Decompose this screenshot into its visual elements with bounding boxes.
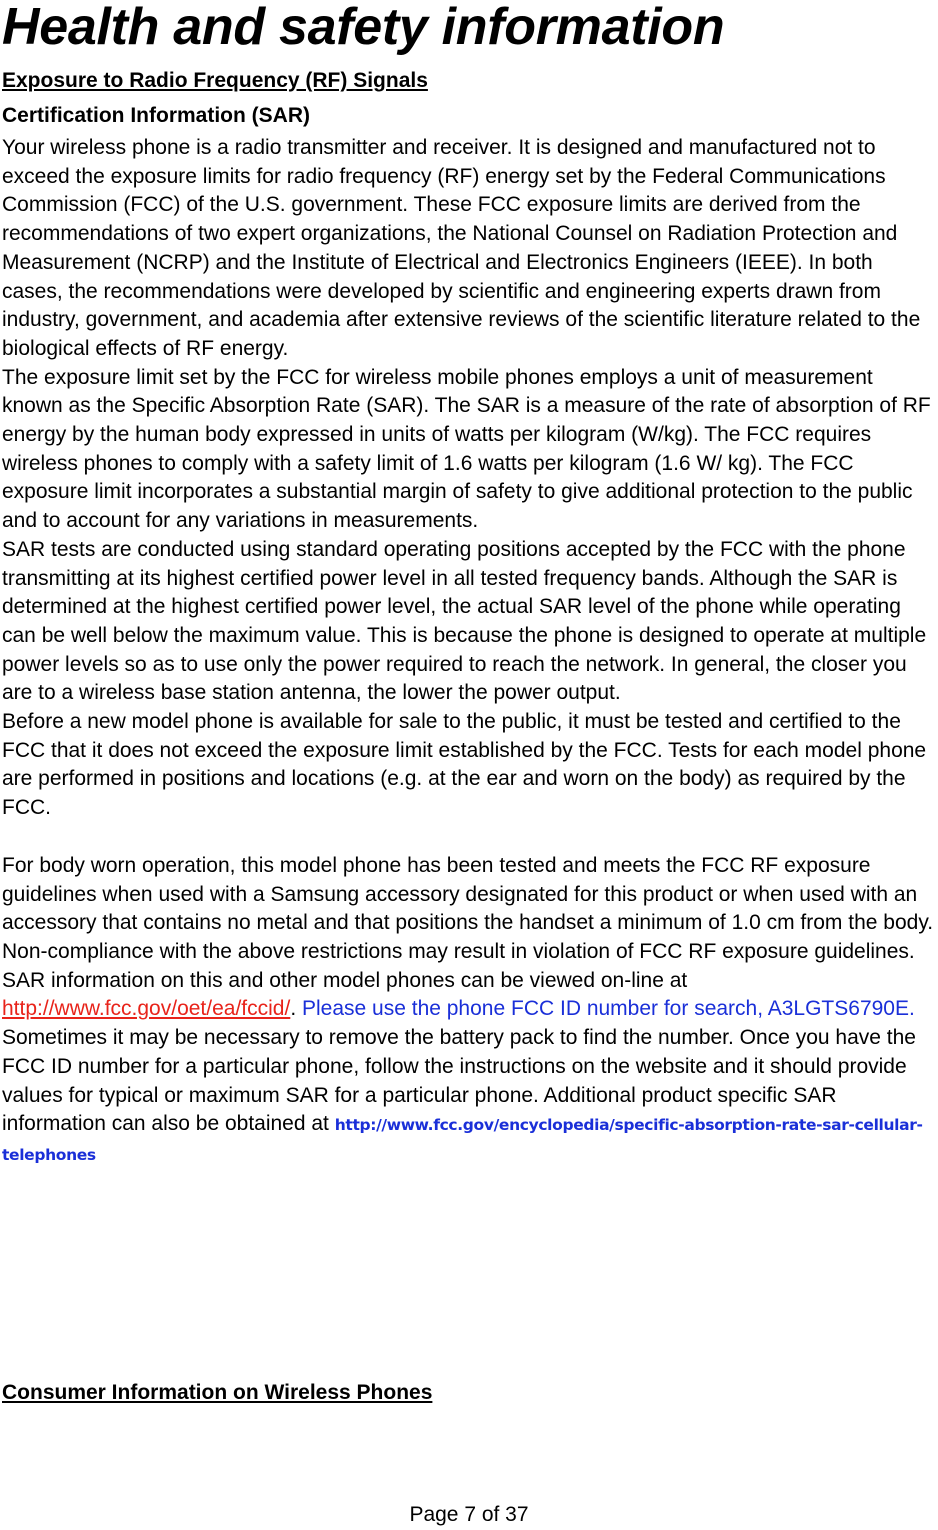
paragraph-certification: Before a new model phone is available for sale to the public, it must be tested and certified to the FCC that it does not exceed the exposure limit established by the FCC. Tests for each model phone are performed in positions and locations (e.g. at the ear and worn on the body) as required by the FCC. [2,710,927,820]
body-text [2,134,938,1170]
paragraph-intro: Your wireless phone is a radio transmitter and receiver. It is designed and manufactured not to exceed the exposure limits for radio frequency (RF) energy set by the Federal Communications Commission (FCC) of the U.S. government. These FCC exposure limits are derived from the recommendations of two expert organizations, the National Counsel on Radiation Protection and Measurement (NCRP) and the Institute of Electrical and Electronics Engineers (IEEE). In both cases, the recommendations were developed by scientific and engineering experts drawn from industry, government, and academia after extensive reviews of the scientific literature related to the biological effects of RF energy. [2,136,921,360]
sar-info-rest: Sometimes it may be necessary to remove the battery pack to find the number. Once you have the FCC ID number for a particular phone, follow the instructions on the website and it should provide values for typical or maximum SAR for a particular phone. Additional product specific SAR information can also be obtained at [2,1026,916,1136]
sar-info-intro: SAR information on this and other model phones can be viewed on-line at [2,968,688,992]
section-heading-consumer-info: Consumer Information on Wireless Phones [2,1381,433,1404]
paragraph-non-compliance: Non-compliance with the above restrictions may result in violation of FCC RF exposure guidelines. [2,939,915,963]
sar-encyclopedia-link[interactable]: http://www.fcc.gov/encyclopedia/specific-absorption-rate-sar-cellular-telephones [2,1116,923,1164]
fcc-id-note: Please use the phone FCC ID number for search, A3LGTS6790E. [296,997,915,1021]
paragraph-sar-info [2,967,938,1170]
paragraph-sar-tests: SAR tests are conducted using standard operating positions accepted by the FCC with the phone transmitting at its highest certified power level in all tested frequency bands. Although the SAR is determined at the highest certified power level, the actual SAR level of the phone while operating can be well below the maximum value. This is because the phone is designed to operate at multiple power levels so as to use only the power required to reach the network. In general, the closer you are to a wireless base station antenna, the lower the power output. [2,537,927,705]
fcc-id-link[interactable]: http://www.fcc.gov/oet/ea/fccid/ [2,997,291,1021]
subsection-heading-sar: Certification Information (SAR) [2,104,310,127]
section-heading-rf-exposure: Exposure to Radio Frequency (RF) Signals [2,69,428,92]
link-period: . [290,997,297,1021]
paragraph-sar-limit: The exposure limit set by the FCC for wireless mobile phones employs a unit of measurement known as the Specific Absorption Rate (SAR). The SAR is a measure of the rate of absorption of RF energy by the human body expressed in units of watts per kilogram (W/kg). The FCC requires wireless phones to comply with a safety limit of 1.6 watts per kilogram (1.6 W/ kg). The FCC exposure limit incorporates a substantial margin of safety to give additional protection to the public and to account for any variations in measurements. [2,365,931,533]
page-title: Health and safety information [2,0,725,56]
paragraph-body-worn: For body worn operation, this model phone has been tested and meets the FCC RF exposure guidelines when used with a Samsung accessory designated for this product or when used with an accessory that contains no metal and that positions the handset a minimum of 1.0 cm from the body. [2,853,934,935]
page-number: Page 7 of 37 [409,1503,529,1526]
